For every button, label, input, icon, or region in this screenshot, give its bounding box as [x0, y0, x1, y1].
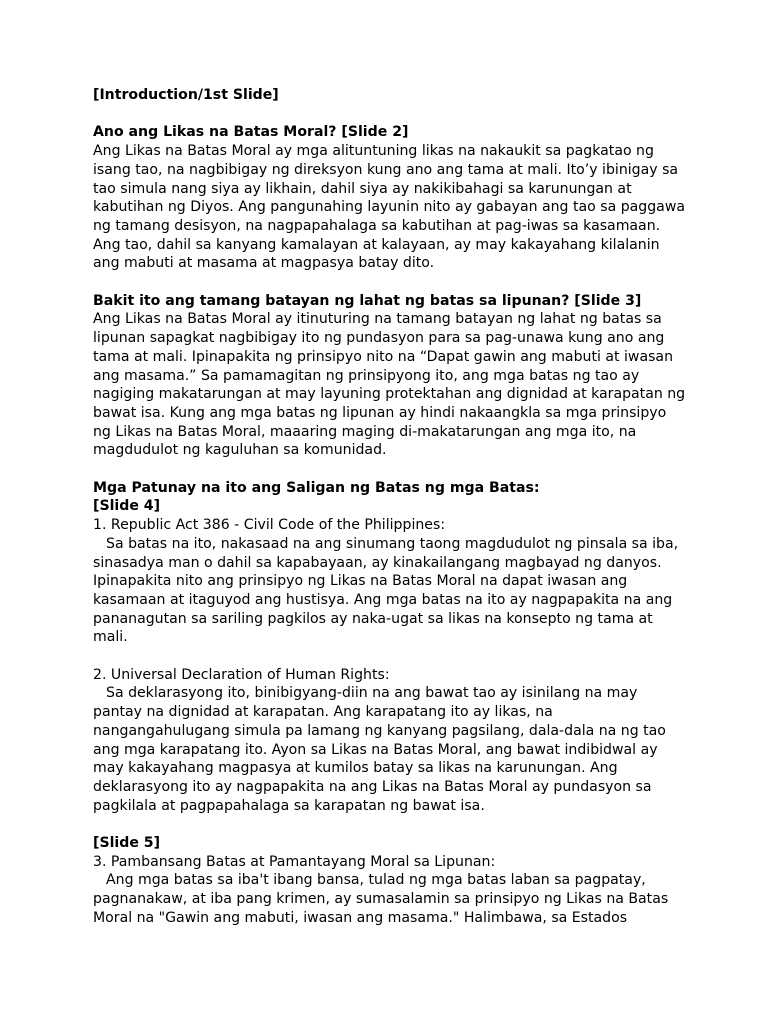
item-2-section	[93, 666, 688, 816]
slide-2-body: Ang Likas na Batas Moral ay mga alituntuning likas na nakaukit sa pagkatao ng isang tao, na nagbibigay ng direksyon kung ano ang tama at mali. Ito’y ibinigay sa tao simula nang siya ay likhain, dahil siya ay nakikibahagi sa karunungan at kabutihan ng Diyos. Ang pangunahing layunin nito ay gabayan ang tao sa paggawa ng tamang desisyon, na nagpapahalaga sa kabutihan at pag-iwas sa kasamaan. Ang tao, dahil sa kanyang kamalayan at kalayaan, ay may kakayahang kilalanin ang mabuti at masama at magpasya batay dito.	[93, 143, 685, 272]
slide-4-label: [Slide 4]	[93, 498, 161, 515]
intro-heading: [Introduction/1st Slide]	[93, 87, 279, 103]
slide-2-section	[93, 123, 688, 273]
slide-5-heading: [Slide 5]	[93, 835, 161, 852]
item-1-title: 1. Republic Act 386 - Civil Code of the Philippines:	[93, 517, 446, 534]
slide-5-section	[93, 834, 688, 928]
slide-3-body: Ang Likas na Batas Moral ay itinuturing na tamang batayan ng lahat ng batas sa lipunan sapagkat nagbibigay ito ng pundasyon para sa pag-unawa kung ano ang tama at mali. Ipinapakita ng prinsipyo nito na “Dapat gawin ang mabuti at iwasan ang masama.” Sa pamamagitan ng prinsipyong ito, ang mga batas ng tao ay nagiging makatarungan at may layuning protektahan ang dignidad at karapatan ng bawat isa. Kung ang mga batas ng lipunan ay hindi nakaangkla sa mga prinsipyo ng Likas na Batas Moral, maaaring maging di-makatarungan ang mga ito, na magdudulot ng kaguluhan sa komunidad.	[93, 311, 686, 459]
intro-section	[93, 86, 688, 105]
slide-4-heading: Mga Patunay na ito ang Saligan ng Batas ng mga Batas:	[93, 479, 540, 496]
item-3-title: 3. Pambansang Batas at Pamantayang Moral sa Lipunan:	[93, 853, 496, 870]
item-1-body: Sa batas na ito, nakasaad na ang sinumang taong magdudulot ng pinsala sa iba, sinasadya man o dahil sa kapabayaan, ay kinakailangang magbayad ng danyos. Ipinapakita nito ang prinsipyo ng Likas na Batas Moral na dapat iwasan ang kasamaan at itaguyod ang hustisya. Ang mga batas na ito ay nagpapakita na ang pananagutan sa sariling pagkilos ay naka-ugat sa likas na konsepto ng tama at mali.	[93, 535, 679, 646]
slide-4-section	[93, 479, 688, 647]
slide-2-heading: Ano ang Likas na Batas Moral? [Slide 2]	[93, 124, 409, 141]
item-3-body: Ang mga batas sa iba't ibang bansa, tulad ng mga batas laban sa pagpatay, pagnanakaw, at iba pang krimen, ay sumasalamin sa prinsipyo ng Likas na Batas Moral na "Gawin ang mabuti, iwasan ang masama." Halimbawa, sa Estados	[93, 872, 669, 926]
slide-3-heading: Bakit ito ang tamang batayan ng lahat ng batas sa lipunan? [Slide 3]	[93, 292, 642, 309]
item-2-title: 2. Universal Declaration of Human Rights:	[93, 666, 390, 683]
item-2-body: Sa deklarasyong ito, binibigyang-diin na ang bawat tao ay isinilang na may pantay na dignidad at karapatan. Ang karapatang ito ay likas, na nangangahulugang simula pa lamang ng kanyang pagsilang, dala-dala na ng tao ang mga karapatang ito. Ayon sa Likas na Batas Moral, ang bawat indibidwal ay may kakayahang magpasya at kumilos batay sa likas na karunungan. Ang deklarasyong ito ay nagpapakita na ang Likas na Batas Moral ay pundasyon sa pagkilala at pagpapahalaga sa karapatan ng bawat isa.	[93, 685, 666, 814]
slide-3-section	[93, 292, 688, 460]
